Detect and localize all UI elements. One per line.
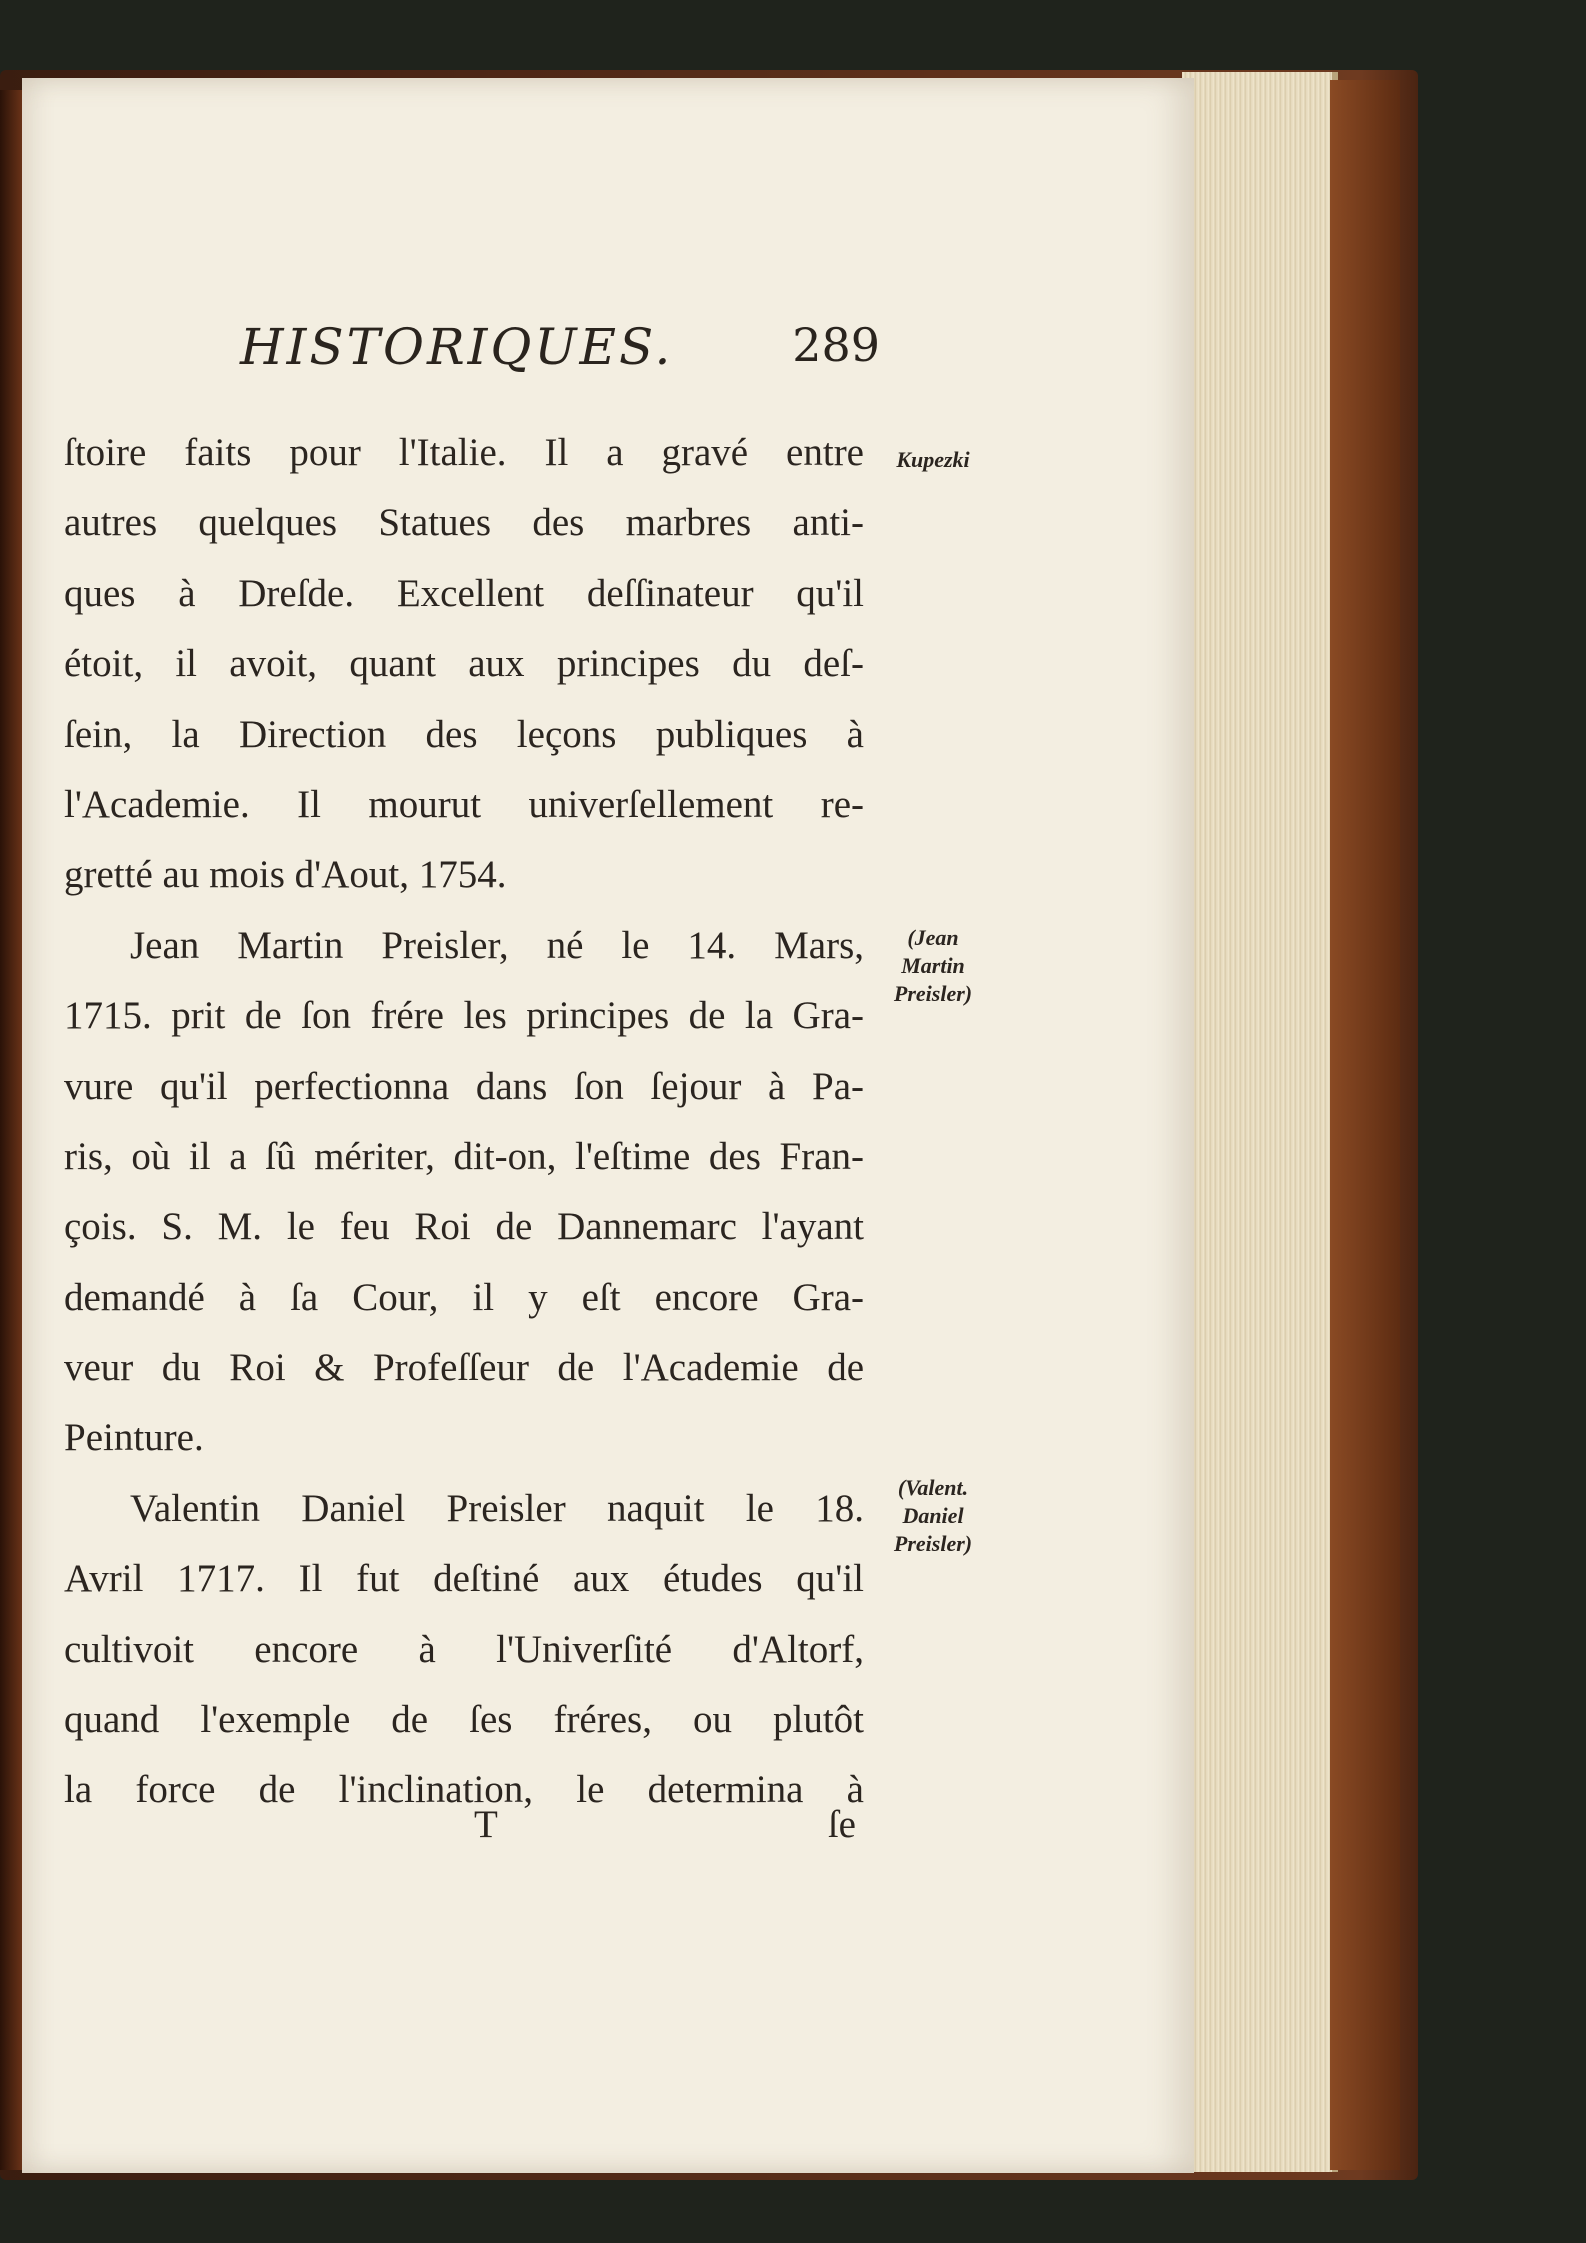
text-line: autres quelques Statues des marbres anti- (64, 501, 864, 545)
margin-note-line: Preisler) (893, 981, 973, 1006)
text-line: demandé à ſa Cour, il y eſt encore Gra- (64, 1275, 864, 1319)
text-line: vure qu'il perfectionna dans ſon ſejour à Pa- (64, 1064, 864, 1108)
text-line: cultivoit encore à l'Univerſité d'Altorf, (64, 1627, 864, 1671)
margin-note-valentin-daniel-preisler (868, 1474, 998, 1558)
page-number: 289 (792, 318, 880, 372)
book-binding (1330, 80, 1400, 2170)
text-line: étoit, il avoit, quant aux principes du deſ- (64, 642, 864, 686)
margin-note-line: Daniel (902, 1503, 964, 1528)
running-title: HISTORIQUES. (240, 318, 674, 376)
margin-note-line: Kupezki (896, 447, 970, 472)
text-line: veur du Roi & Profeſſeur de l'Academie de (64, 1346, 864, 1390)
text-line: 1715. prit de ſon frére les principes de la Gra- (64, 994, 864, 1038)
margin-note-jean-martin-preisler (868, 924, 998, 1008)
text-line: çois. S. M. le feu Roi de Dannemarc l'ayant (64, 1205, 864, 1249)
text-line: quand l'exemple de ſes fréres, ou plutôt (64, 1698, 864, 1742)
page-edges (1182, 72, 1338, 2172)
text-line: gretté au mois d'Aout, 1754. (64, 853, 507, 897)
text-line: ſtoire faits pour l'Italie. Il a gravé entre (64, 431, 864, 474)
margin-note-line: Martin (901, 953, 965, 978)
catchword: ſe (827, 1803, 856, 1846)
margin-note-line: (Jean (907, 925, 959, 950)
margin-note-line: Preisler) (893, 1531, 973, 1556)
text-line: Peinture. (64, 1416, 204, 1460)
body-text (64, 418, 864, 1826)
text-line: Jean Martin Preisler, né le 14. Mars, (130, 923, 864, 967)
text-line: ques à Dreſde. Excellent deſſinateur qu'il (64, 571, 864, 615)
text-line: la force de l'inclination, le determina à (64, 1768, 864, 1812)
text-line: ris, où il a ſû mériter, dit-on, l'eſtime des Fran- (64, 1134, 864, 1178)
margin-note-line: (Valent. (897, 1475, 969, 1500)
text-line: Valentin Daniel Preisler naquit le 18. (130, 1486, 864, 1530)
signature-mark: T (474, 1803, 498, 1846)
margin-note-kupezki (868, 446, 998, 474)
text-line: Avril 1717. Il fut deſtiné aux études qu'il (64, 1557, 864, 1601)
text-line: ſein, la Direction des leçons publiques à (64, 712, 864, 756)
page-footer (64, 1802, 864, 1862)
page-header (240, 318, 880, 388)
text-line: l'Academie. Il mourut univerſellement re- (64, 782, 864, 826)
